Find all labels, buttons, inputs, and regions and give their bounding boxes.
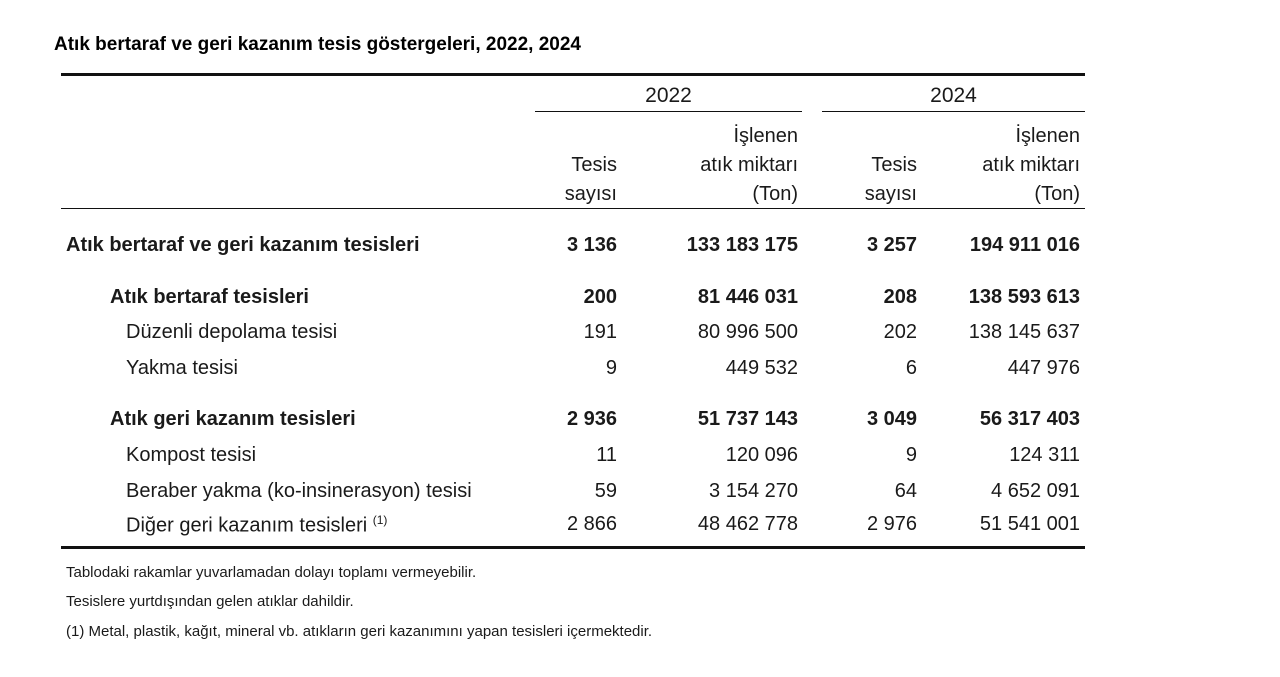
year-2024-underline	[822, 111, 1085, 112]
year-header-2022: 2022	[645, 84, 692, 107]
cell-atik-2024: 51 541 001	[979, 513, 1080, 535]
row-label: Yakma tesisi	[126, 357, 238, 379]
cell-atik-2024: 138 145 637	[968, 321, 1080, 343]
cell-tesis-2022: 191	[583, 321, 617, 343]
table-row	[0, 513, 1280, 543]
row-label: Beraber yakma (ko-insinerasyon) tesisi	[126, 480, 472, 502]
cell-tesis-2024: 6	[905, 357, 917, 379]
cell-atik-2022: 133 183 175	[686, 234, 798, 256]
cell-tesis-2024: 9	[905, 444, 917, 466]
cell-tesis-2024: 3 257	[866, 234, 917, 256]
cell-atik-2022: 80 996 500	[697, 321, 798, 343]
cell-atik-2024: 194 911 016	[969, 234, 1080, 256]
row-label: Kompost tesisi	[126, 444, 257, 466]
table-row	[0, 321, 1280, 351]
table-row	[0, 444, 1280, 474]
cell-atik-2024: 4 652 091	[991, 480, 1080, 502]
table-row-geri-kazanim	[0, 408, 1280, 438]
table-row	[0, 357, 1280, 387]
cell-atik-2022: 81 446 031	[697, 286, 798, 308]
cell-tesis-2022: 3 136	[566, 234, 617, 256]
row-label: Düzenli depolama tesisi	[126, 321, 338, 343]
table-row	[0, 480, 1280, 510]
footnote-imports: Tesislere yurtdışından gelen atıklar dahildir.	[66, 593, 354, 610]
table-row-total	[0, 234, 1280, 264]
cell-atik-2024: 56 317 403	[979, 408, 1080, 430]
column-header-tesis-sayisi-2024: Tesis sayısı	[864, 154, 917, 205]
footnote-1: (1) Metal, plastik, kağıt, mineral vb. atıkların geri kazanımını yapan tesisleri içermektedir.	[66, 623, 653, 640]
cell-tesis-2024: 202	[883, 321, 917, 343]
table-bottom-rule	[61, 546, 1085, 549]
header-bottom-rule	[61, 208, 1085, 209]
table-top-rule	[61, 73, 1085, 76]
cell-tesis-2022: 200	[583, 286, 617, 308]
cell-tesis-2022: 9	[605, 357, 617, 379]
row-label: Atık geri kazanım tesisleri	[110, 408, 356, 430]
cell-atik-2024: 447 976	[1007, 357, 1080, 379]
column-header-islenen-atik-2022: İşlenen atık miktarı (Ton)	[700, 125, 798, 205]
cell-atik-2022: 48 462 778	[697, 513, 798, 535]
year-header-2024: 2024	[930, 84, 977, 107]
cell-tesis-2024: 208	[883, 286, 917, 308]
cell-atik-2024: 138 593 613	[968, 286, 1080, 308]
table-title: Atık bertaraf ve geri kazanım tesis göstergeleri, 2022, 2024	[54, 34, 581, 55]
cell-atik-2024: 124 311	[1009, 444, 1080, 466]
year-2022-underline	[535, 111, 802, 112]
cell-tesis-2022: 2 936	[566, 408, 617, 430]
row-label-with-footnote: Diğer geri kazanım tesisleri $^{(1)}$	[126, 513, 388, 537]
cell-tesis-2024: 3 049	[866, 408, 917, 430]
cell-atik-2022: 51 737 143	[697, 408, 798, 430]
table-row-bertaraf	[0, 286, 1280, 316]
cell-tesis-2022: 2 866	[566, 513, 617, 535]
cell-atik-2022: 449 532	[725, 357, 798, 379]
cell-tesis-2022: 11	[596, 444, 617, 466]
cell-tesis-2022: 59	[594, 480, 617, 502]
cell-tesis-2024: 64	[894, 480, 917, 502]
cell-atik-2022: 120 096	[725, 444, 798, 466]
footnote-rounding: Tablodaki rakamlar yuvarlamadan dolayı toplamı vermeyebilir.	[66, 564, 477, 581]
row-label: Atık bertaraf ve geri kazanım tesisleri	[66, 234, 420, 256]
row-label: Atık bertaraf tesisleri	[110, 286, 309, 308]
column-header-islenen-atik-2024: İşlenen atık miktarı (Ton)	[982, 125, 1080, 205]
cell-tesis-2024: 2 976	[866, 513, 917, 535]
footnote-marker: (1)	[372, 513, 388, 527]
cell-atik-2022: 3 154 270	[709, 480, 798, 502]
column-header-tesis-sayisi-2022: Tesis sayısı	[564, 154, 617, 205]
